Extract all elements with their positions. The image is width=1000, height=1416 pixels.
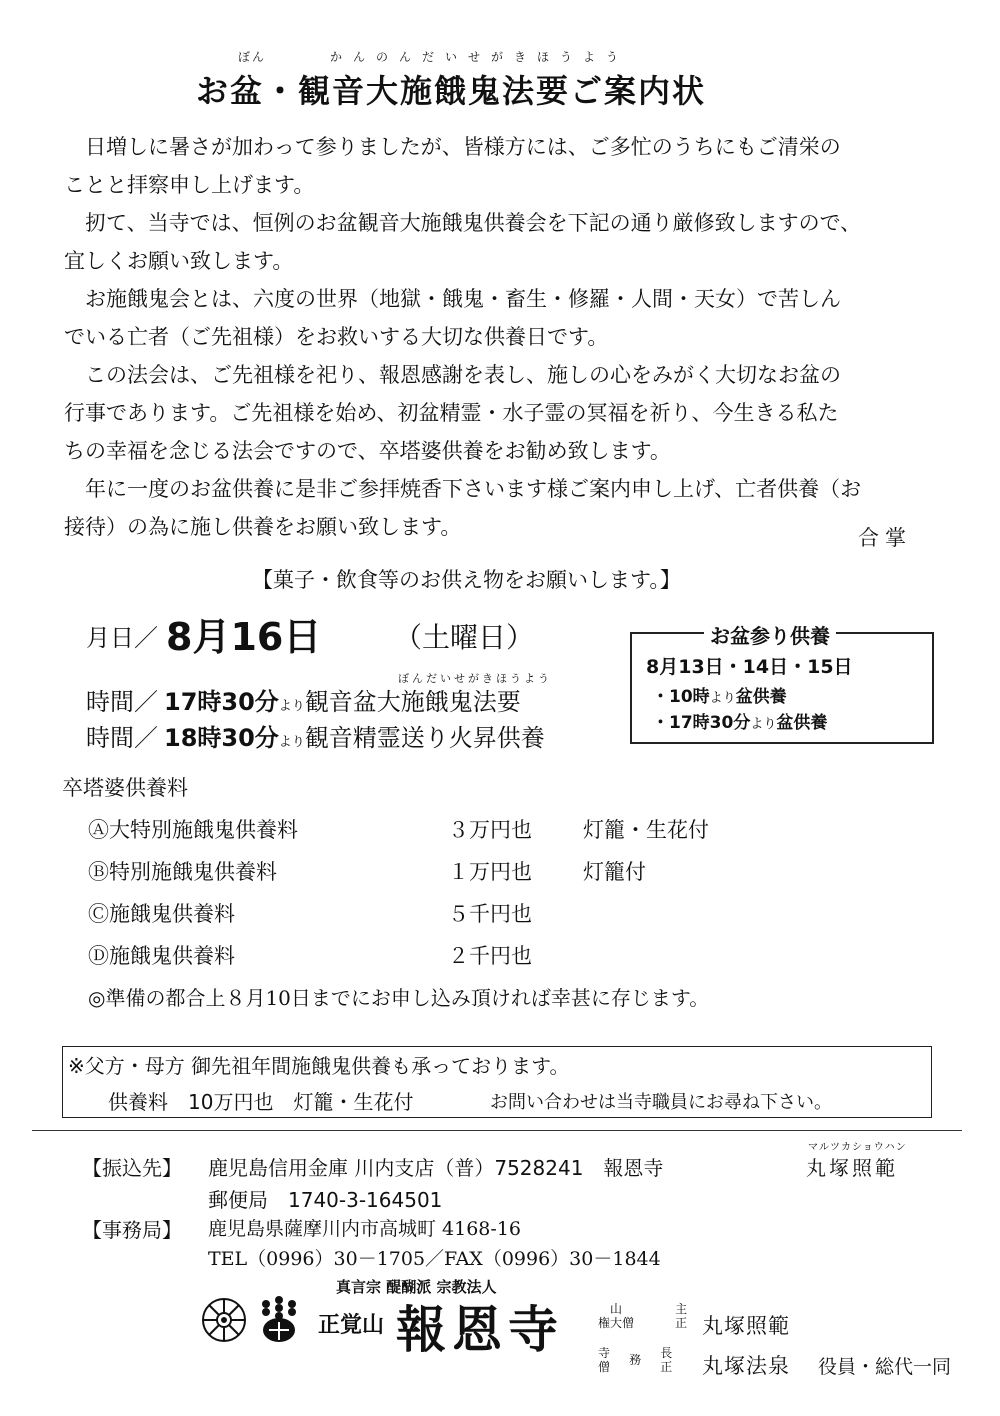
time2-yori: より <box>278 735 305 750</box>
fee-label: Ⓑ特別施餓鬼供養料 <box>88 860 277 884</box>
fee-note: 灯籠・生花付 <box>583 818 709 842</box>
time1-value: 17時30分 <box>164 688 279 716</box>
time2-row <box>86 718 545 753</box>
text-line: 行事であります。ご先祖様を始め、初盆精霊・水子霊の冥福を祈り、今生きる私た <box>64 401 839 425</box>
text-line: 接待）の為に施し供養をお願い致します。 <box>64 515 462 539</box>
fee-row <box>88 898 583 928</box>
fee-label: Ⓒ施餓鬼供養料 <box>88 902 235 926</box>
page-title: お盆・観音大施餓鬼法要ご案内状 <box>196 72 707 110</box>
fee-price: ３万円也 <box>448 818 532 842</box>
office-label: 【事務局】 <box>82 1218 182 1242</box>
text-line: ちの幸福を念じる法会ですので、卒塔婆供養をお勧め致します。 <box>64 439 671 463</box>
fees-heading: 卒塔婆供養料 <box>62 776 188 800</box>
obon-l1-yori: より <box>709 691 736 706</box>
director-name: 丸塚法泉 <box>702 1354 790 1378</box>
deadline-notice: ◎準備の都合上８月10日までにお申し込み頂ければ幸甚に存じます。 <box>88 986 710 1010</box>
fee-note: 灯籠付 <box>583 860 646 884</box>
fee-label: Ⓓ施餓鬼供養料 <box>88 944 235 968</box>
fee-row <box>88 856 646 886</box>
bank-account: 鹿児島信用金庫 川内支店（普）7528241 報恩寺 <box>208 1156 664 1180</box>
text-line: 扨て、当寺では、恒例のお盆観音大施餓鬼供養会を下記の通り厳修致しますので、 <box>85 211 862 235</box>
temple-sect: 真言宗 醍醐派 宗教法人 <box>336 1278 497 1296</box>
role2-c: 長 <box>660 1346 673 1360</box>
office-phone-fax: TEL（0996）30－1705／FAX（0996）30－1844 <box>208 1248 661 1270</box>
role-1 <box>598 1302 687 1330</box>
time2-label: 時間／ <box>86 724 158 752</box>
role2-mid <box>629 1353 641 1367</box>
time1-label: 時間／ <box>86 688 158 716</box>
text-line: 日増しに暑さが加わって参りましたが、皆様方には、ご多忙のうちにもご清栄の <box>85 135 841 159</box>
paulownia-crest-icon <box>254 1294 304 1346</box>
obon-dates: 8月13日・14日・15日 <box>646 656 853 678</box>
postal-account: 郵便局 1740-3-164501 <box>208 1188 443 1212</box>
head-priest-name: 丸塚照範 <box>702 1314 790 1338</box>
fee-label: Ⓐ大特別施餓鬼供養料 <box>88 818 298 842</box>
role1-right <box>675 1302 687 1330</box>
text-line: この法会は、ご先祖様を祀り、報恩感謝を表し、施しの心をみがく大切なお盆の <box>85 363 841 387</box>
role2-right <box>660 1346 672 1374</box>
officers-text: 役員・総代一同 <box>818 1356 952 1378</box>
title-ruby-bon: ぼん <box>238 50 267 64</box>
obon-l2-time: ・17時30分 <box>652 713 751 733</box>
time1-row <box>86 682 521 717</box>
obon-l1-time: ・10時 <box>652 687 710 707</box>
obon-l1-event: 盆供養 <box>735 687 787 707</box>
text-line: お施餓鬼会とは、六度の世界（地獄・餓鬼・畜生・修羅・人間・天女）で苦しん <box>85 287 841 311</box>
role2-left <box>598 1346 610 1374</box>
transfer-label: 【振込先】 <box>82 1156 182 1180</box>
date-label: 月日／ <box>86 624 158 652</box>
temple-mountain: 正覚山 <box>318 1313 385 1338</box>
office-address: 鹿児島県薩摩川内市高城町 4168-16 <box>208 1218 521 1240</box>
time2-value: 18時30分 <box>164 724 279 752</box>
chrysanthemum-crest-icon <box>200 1296 248 1344</box>
fee-price: ５千円也 <box>448 902 532 926</box>
role1-a: 山 <box>610 1302 623 1316</box>
temple-name: 報恩寺 <box>396 1300 564 1359</box>
text-line: でいる亡者（ご先祖様）をお救いする大切な供養日です。 <box>64 325 609 349</box>
role2-e: 正 <box>660 1360 673 1374</box>
time1-event: 観音盆大施餓鬼法要 <box>304 688 521 716</box>
role2-d: 僧 <box>598 1360 611 1374</box>
obon-line-1 <box>652 682 787 707</box>
role-2 <box>598 1346 672 1374</box>
role2-b: 務 <box>629 1353 642 1367</box>
event-date: 8月16日 <box>166 615 322 659</box>
obon-line-2 <box>652 708 827 733</box>
fee-row <box>88 940 583 970</box>
payee-ruby: マルツカショウハン <box>808 1142 907 1153</box>
text-line: 宜しくお願い致します。 <box>64 249 294 273</box>
fee-price: ２千円也 <box>448 944 532 968</box>
role1-c: 権大僧 <box>598 1316 635 1330</box>
text-line: ことと拝察申し上げます。 <box>64 173 315 197</box>
intro-text <box>64 128 944 546</box>
ancestor-notice-fee: 供養料 10万円也 灯籠・生花付 <box>108 1090 414 1114</box>
role2-a: 寺 <box>598 1346 611 1360</box>
event-ruby: ぼんだいせがきほうよう <box>398 672 552 685</box>
title-ruby-main: かんのんだいせがきほうよう <box>330 50 630 64</box>
time2-event: 観音精霊送り火昇供養 <box>304 724 545 752</box>
time1-yori: より <box>278 699 305 714</box>
role1-d: 正 <box>675 1316 688 1330</box>
gassho: 合掌 <box>858 526 912 550</box>
obon-box-title: お盆参り供養 <box>704 620 836 649</box>
fee-row <box>88 814 709 844</box>
obon-l2-yori: より <box>750 717 777 732</box>
role1-b: 主 <box>675 1302 688 1316</box>
offering-request: 【菓子・飲食等のお供え物をお願いします。】 <box>252 568 681 592</box>
fee-price: １万円也 <box>448 860 532 884</box>
ancestor-notice-contact: お問い合わせは当寺職員にお尋ね下さい。 <box>490 1092 832 1113</box>
role1-left <box>598 1302 634 1330</box>
event-weekday: （土曜日） <box>394 621 535 654</box>
text-line: 年に一度のお盆供養に是非ご参拝焼香下さいます様ご案内申し上げ、亡者供養（お <box>85 477 862 501</box>
obon-l2-event: 盆供養 <box>776 713 828 733</box>
divider <box>32 1130 962 1131</box>
ancestor-notice-line1: ※父方・母方 御先祖年間施餓鬼供養も承っております。 <box>68 1054 570 1078</box>
payee-name: 丸塚照範 <box>806 1156 898 1180</box>
